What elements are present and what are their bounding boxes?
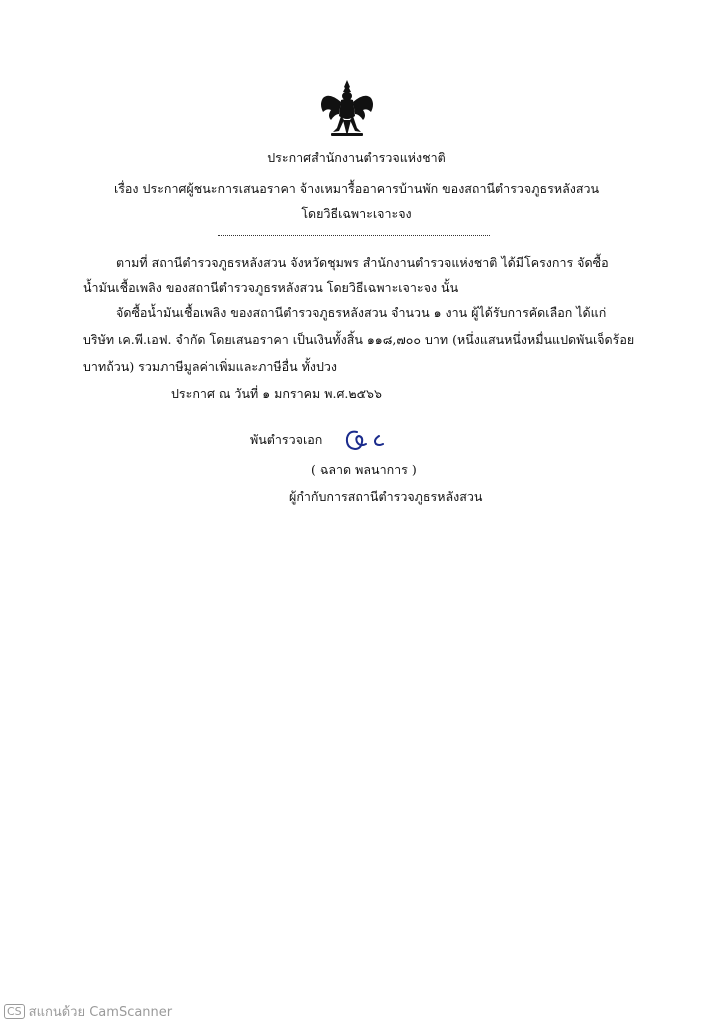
- camscanner-text: สแกนด้วย CamScanner: [28, 1005, 173, 1020]
- dotted-divider: [218, 235, 490, 236]
- subject-line-1: เรื่อง ประกาศผู้ชนะการเสนอราคา จ้างเหมารื้ออาคารบ้านพัก ของสถานีตำรวจภูธรหลังสวน: [113, 181, 600, 196]
- signer-position: ผู้กำกับการสถานีตำรวจภูธรหลังสวน: [289, 489, 483, 504]
- announce-date: ประกาศ ณ วันที่ ๑ มกราคม พ.ศ.๒๕๖๖: [171, 386, 382, 401]
- garuda-emblem-icon: [317, 78, 377, 140]
- camscanner-logo-icon: CS: [4, 1004, 25, 1019]
- camscanner-watermark: [4, 1001, 172, 1022]
- signer-name: ( ฉลาด พลนาการ ): [311, 462, 417, 477]
- paragraph-1-line-1: ตามที่ สถานีตำรวจภูธรหลังสวน จังหวัดชุมพร สำนักงานตำรวจแห่งชาติ ได้มีโครงการ จัดซื้อ: [116, 255, 609, 270]
- paragraph-1-line-2: น้ำมันเชื้อเพลิง ของสถานีตำรวจภูธรหลังสวน โดยวิธีเฉพาะเจาะจง นั้น: [83, 280, 459, 295]
- paragraph-2-line-1: จัดซื้อน้ำมันเชื้อเพลิง ของสถานีตำรวจภูธรหลังสวน จำนวน ๑ งาน ผู้ได้รับการคัดเลือก ได้แก่: [116, 305, 607, 320]
- signer-rank: พันตำรวจเอก: [250, 432, 323, 447]
- org-title: ประกาศสำนักงานตำรวจแห่งชาติ: [267, 150, 446, 165]
- handwritten-signature: [343, 426, 399, 454]
- paragraph-2-line-3: บาทถ้วน) รวมภาษีมูลค่าเพิ่มและภาษีอื่น ทั้งปวง: [83, 359, 338, 374]
- subject-line-2: โดยวิธีเฉพาะเจาะจง: [301, 206, 412, 221]
- paragraph-2-line-2: บริษัท เค.พี.เอฟ. จำกัด โดยเสนอราคา เป็นเงินทั้งสิ้น ๑๑๘,๗๐๐ บาท (หนึ่งแสนหนึ่งหมื่นแปดพันเจ็ดร้อย: [83, 332, 635, 347]
